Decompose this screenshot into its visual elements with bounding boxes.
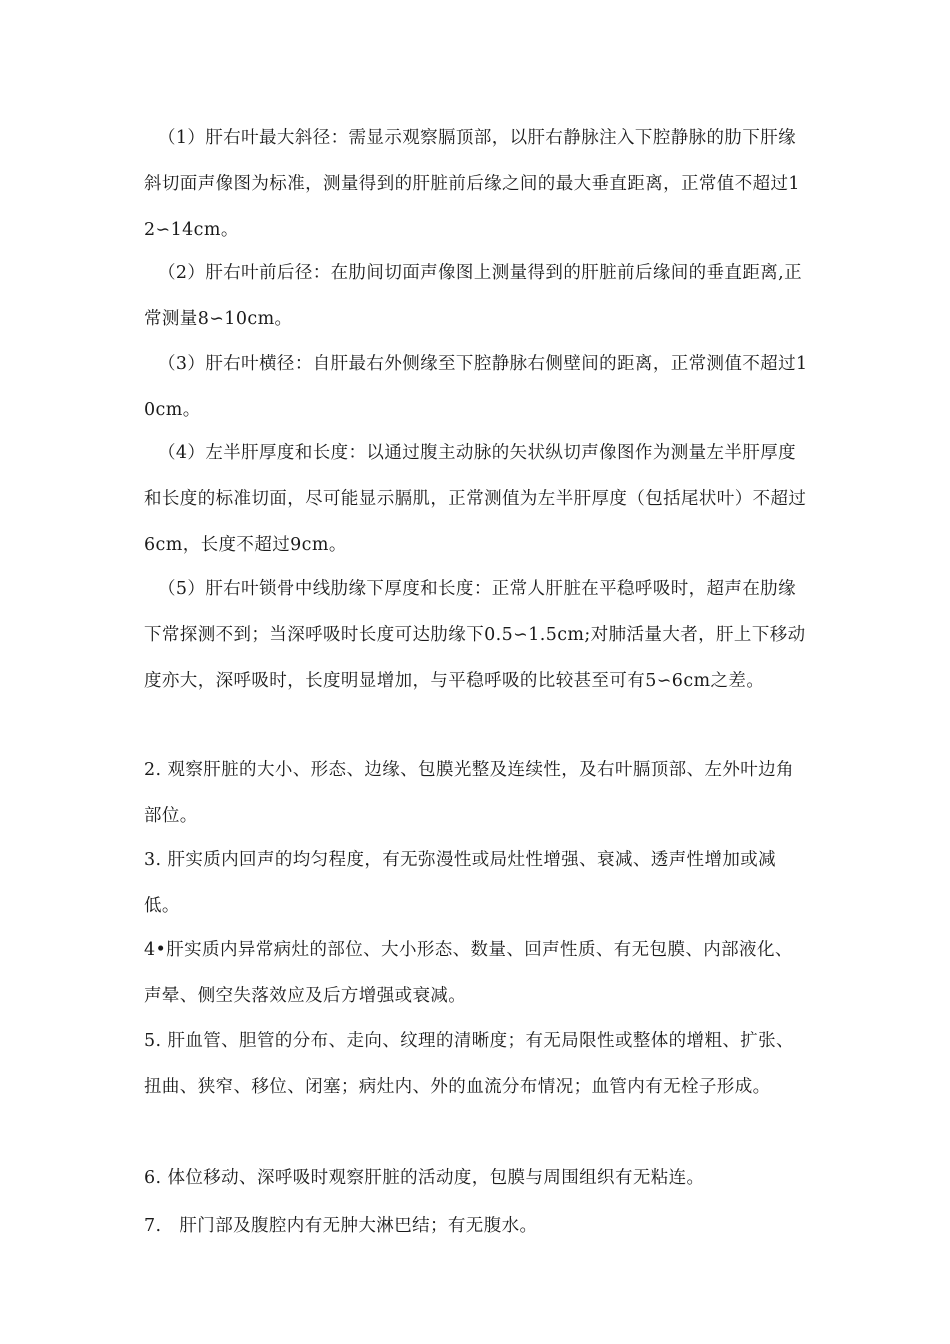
paragraph-item-5: 5. 肝血管、胆管的分布、走向、纹理的清晰度；有无局限性或整体的增粗、扩张、扭曲、狭窄、移位、闭塞；病灶内、外的血流分布情况；血管内有无栓子形成。: [144, 1031, 794, 1097]
paragraph-item-4: 4•肝实质内异常病灶的部位、大小形态、数量、回声性质、有无包膜、内部液化、声晕、侧空失落效应及后方增强或衰减。: [144, 940, 793, 1006]
paragraph-right-lobe-max-oblique-diameter: （1）肝右叶最大斜径：需显示观察膈顶部，以肝右静脉注入下腔静脉的肋下肝缘斜切面声像图为标准，测量得到的肝脏前后缘之间的最大垂直距离，正常值不超过12∽14cm。: [144, 128, 800, 240]
paragraph-left-half-liver-thickness-length: （4）左半肝厚度和长度：以通过腹主动脉的矢状纵切声像图作为测量左半肝厚度和长度的标准切面，尽可能显示膈肌，正常测值为左半肝厚度（包括尾状叶）不超过6cm，长度不超过9cm。: [144, 443, 807, 555]
paragraph-item-6: 6. 体位移动、深呼吸时观察肝脏的活动度，包膜与周围组织有无粘连。: [144, 1168, 705, 1188]
paragraph-right-lobe-ap-diameter: （2）肝右叶前后径：在肋间切面声像图上测量得到的肝脏前后缘间的垂直距离,正常测量8∽10cm。: [144, 263, 802, 329]
paragraph-item-2: 2. 观察肝脏的大小、形态、边缘、包膜光整及连续性，及右叶膈顶部、左外叶边角部位。: [144, 760, 794, 826]
paragraph-right-lobe-midclavicular: （5）肝右叶锁骨中线肋缘下厚度和长度：正常人肝脏在平稳呼吸时，超声在肋缘下常探测不到；当深呼吸时长度可达肋缘下0.5∽1.5cm;对肺活量大者，肝上下移动度亦大，深呼吸时，长度明显增加，与平稳呼吸的比较甚至可有5∽6cm之差。: [144, 579, 806, 691]
paragraph-item-7: 7. 肝门部及腹腔内有无肿大淋巴结；有无腹水。: [144, 1216, 538, 1236]
paragraph-item-3: 3. 肝实质内回声的均匀程度，有无弥漫性或局灶性增强、衰减、透声性增加或减低。: [144, 850, 777, 916]
paragraph-right-lobe-transverse-diameter: （3）肝右叶横径：自肝最右外侧缘至下腔静脉右侧壁间的距离，正常测值不超过10cm。: [144, 354, 808, 420]
